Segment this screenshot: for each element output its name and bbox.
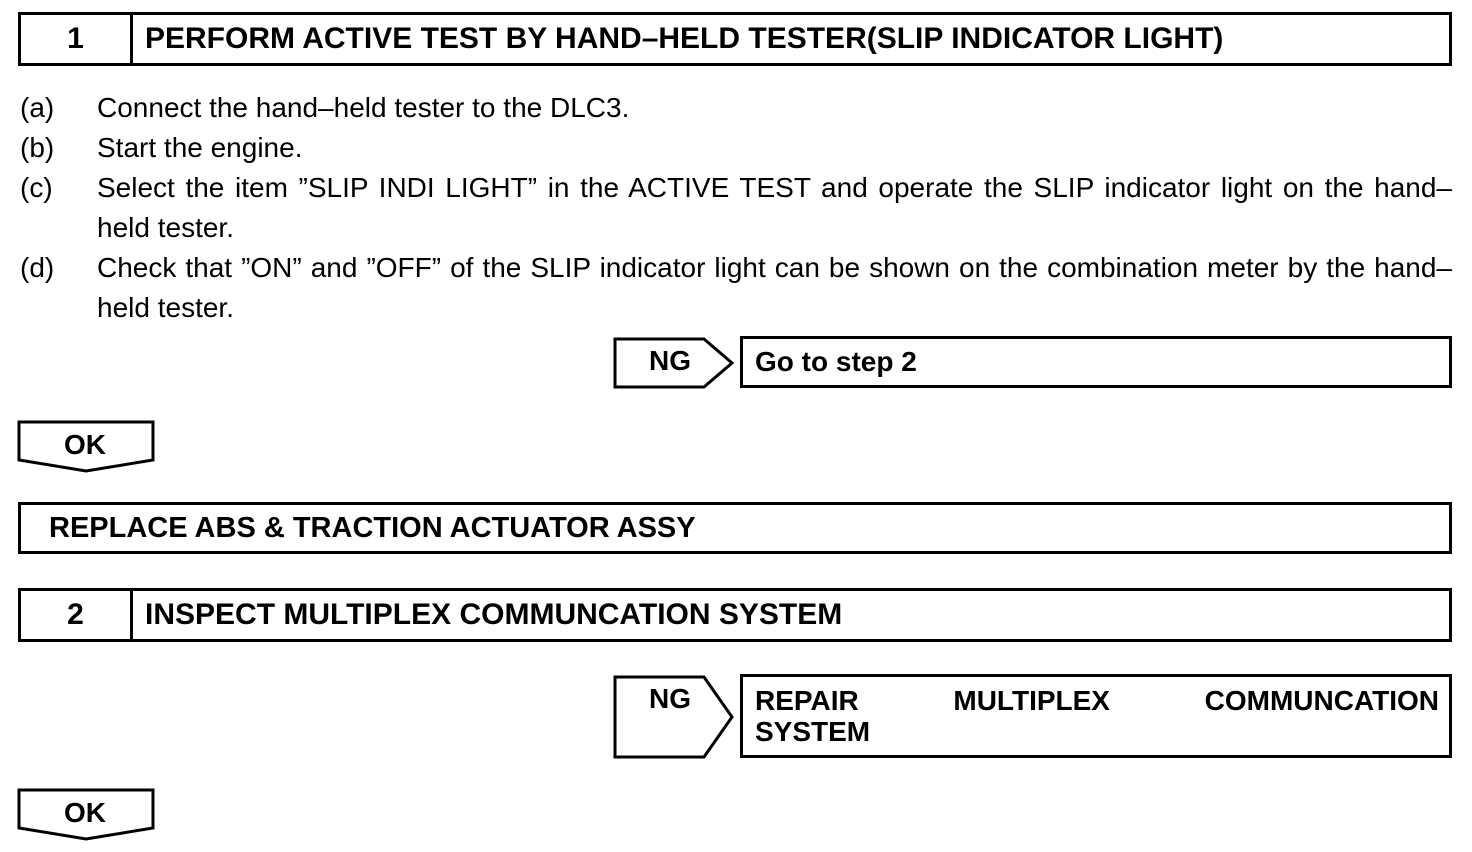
step-title: INSPECT MULTIPLEX COMMUNCATION SYSTEM xyxy=(145,598,843,631)
instruction-item xyxy=(20,88,1452,128)
instruction-item xyxy=(20,128,1452,168)
ng-flag-label: NG xyxy=(649,683,691,714)
instruction-item xyxy=(20,248,1452,328)
step-1-header xyxy=(18,12,1452,66)
instruction-label: (a) xyxy=(20,92,55,123)
step-number: 2 xyxy=(21,591,133,639)
step-title: PERFORM ACTIVE TEST BY HAND–HELD TESTER(SLIP INDICATOR LIGHT) xyxy=(145,22,1224,55)
instruction-text: Check that ”ON” and ”OFF” of the SLIP indicator light can be shown on the combination meter by the hand–held tester. xyxy=(97,252,1452,323)
ng-result-word: COMMUNCATION xyxy=(1204,685,1439,716)
instruction-label: (b) xyxy=(20,132,55,163)
ng-result-line: SYSTEM xyxy=(755,716,871,747)
instruction-text: Start the engine. xyxy=(97,132,303,163)
ok-tab-label: OK xyxy=(64,429,106,460)
action-box xyxy=(18,502,1452,554)
instruction-label: (c) xyxy=(20,172,53,203)
step-number: 1 xyxy=(21,15,133,63)
step-2-header xyxy=(18,588,1452,642)
ng-result-box xyxy=(740,336,1452,388)
instruction-list xyxy=(20,88,1452,328)
ng-result-word: REPAIR xyxy=(755,685,859,716)
ok-tab-label: OK xyxy=(64,797,106,828)
ng-result-word: MULTIPLEX xyxy=(953,685,1110,716)
action-text: REPLACE ABS & TRACTION ACTUATOR ASSY xyxy=(49,511,696,544)
ng-result-box xyxy=(740,674,1452,758)
instruction-text: Connect the hand–held tester to the DLC3. xyxy=(97,92,630,123)
instruction-item xyxy=(20,168,1452,248)
instruction-label: (d) xyxy=(20,252,55,283)
instruction-text: Select the item ”SLIP INDI LIGHT” in the ACTIVE TEST and operate the SLIP indicator light on the hand–held tester. xyxy=(97,172,1452,243)
ng-result-text: Go to step 2 xyxy=(755,346,917,377)
ng-flag-label: NG xyxy=(649,345,691,376)
ng-result-line xyxy=(755,685,1449,716)
